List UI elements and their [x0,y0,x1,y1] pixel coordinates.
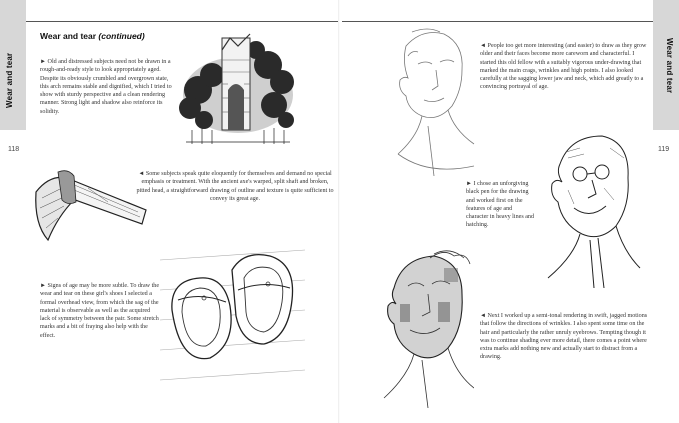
paragraph-ruin: ► Old and distressed subjects need not be drawn in a rough-and-ready style to look appropriately aged. Despite its obviously crumbled and overgrown state, this arch remains stable and dignified, which I tried to show with sturdy perspective and a clean rendering manner. Strong light and shadow also reinforce its solidity. [40,59,172,115]
ruin-arch-drawing [178,20,298,150]
chapter-tab-right [653,0,679,130]
paragraph-black-pen: ► I chose an unforgiving black pen for the drawing and worked first on the features of age and character in heavy lines and hatching. [466,181,535,229]
section-title: Wear and tear (continued) [40,31,145,41]
chapter-tab-label: Wear and tear [5,52,14,108]
chapter-tab-left [0,0,26,130]
old-man-glasses-drawing [540,128,642,288]
paragraph-shoes: ► Signs of age may be more subtle. To draw the wear and tear on these girl's shoes I selected a formal overhead view, from which the sag of the material is observable as well as the acquired lack of symmetry between the pair. Some stretch marks and a bit of fraying also help with the effect. [40,283,160,339]
paragraph-axe: ◄ Some subjects speak quite eloquently for themselves and demand no special emphasis or treatment. With the ancient axe's warped, split shaft and broken, pitted head, a straightforward drawing of outline and texture is quite sufficient to convey its great age. [136,171,334,202]
paragraph-semi-tonal: ◄ Next I worked up a semi-tonal rendering in swift, jagged motions that follow the directions of wrinkles. I also spent some time on the hair and particularly the rather unruly eyebrows. Tempting though it was to continue shading ever more detail, there comes a point where extra marks add nothing new and actually start to distract from a drawing. [480,313,648,361]
worn-shoes-drawing [160,240,305,390]
paragraph-old-man: ◄ People too get more interesting (and easier) to draw as they grow older and their faces become more careworn and characterful. I started this old fellow with a suitably vigorous under-drawing that marked the main crags, wrinkles and high points. I also looked carefully at the sagging lower jaw and neck, which add greatly to a convincing portrayal of age. [480,43,647,91]
chapter-tab-label: Wear and tear [665,38,674,94]
old-man-sketch-drawing [378,26,478,176]
page-number-left: 118 [8,146,20,153]
old-axe-drawing [28,154,153,249]
page-number-right: 119 [658,146,670,153]
old-man-tonal-drawing [374,248,474,408]
top-rule [342,21,653,22]
right-page [340,0,679,423]
